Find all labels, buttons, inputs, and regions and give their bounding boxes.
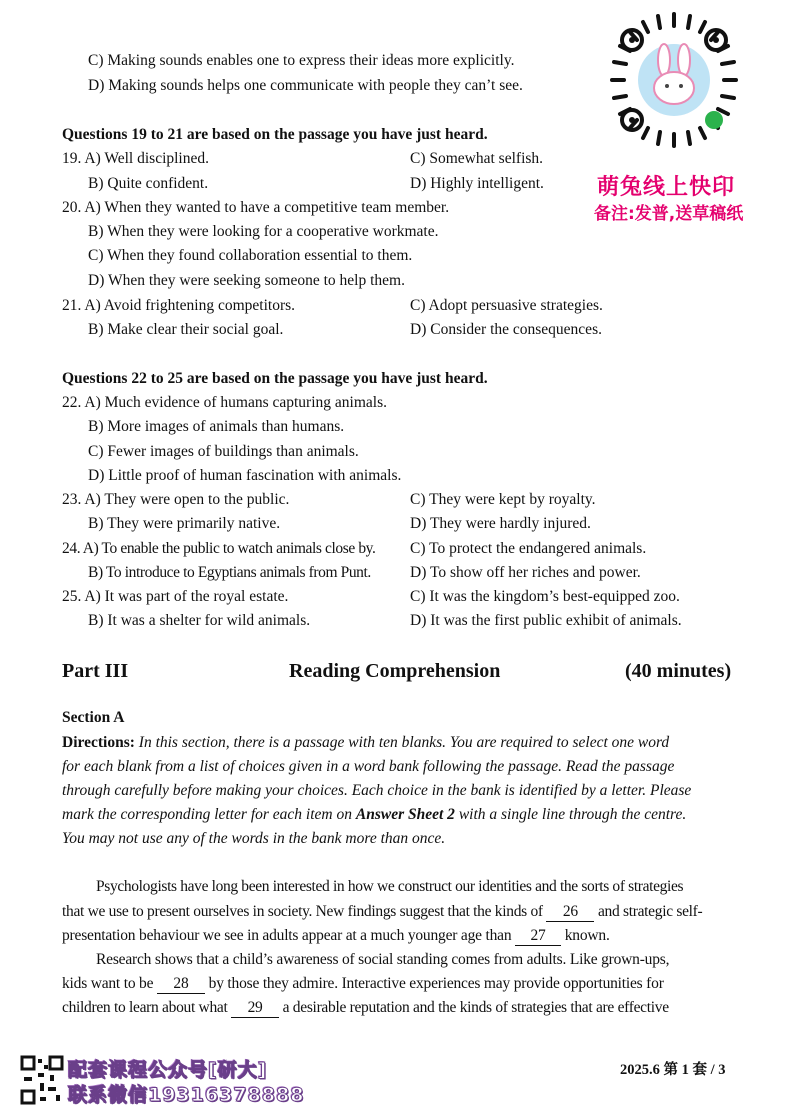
passage-line-4: Research shows that a child’s awareness of social standing comes from adults. Like grown-ups, [96,951,670,968]
q20-option-b: B) When they were looking for a cooperative workmate. [88,223,439,240]
footer-qr-code [20,1055,64,1105]
q21-option-d: D) Consider the consequences. [410,321,602,338]
q24-option-a: 24. A) To enable the public to watch animals close by. [62,540,376,557]
q18-option-c: C) Making sounds enables one to express their ideas more explicitly. [88,52,515,69]
directions-line-3: through carefully before making your choices. Each choice in the bank is identified by a letter. Please [62,782,692,799]
answer-sheet-label: Answer Sheet 2 [355,806,455,823]
passage-text: children to learn about what [62,999,228,1016]
part-title: Reading Comprehension [289,660,501,682]
q25-option-c: C) It was the kingdom’s best-equipped zoo. [410,588,680,605]
q24-option-b: B) To introduce to Egyptians animals from Punt. [88,564,371,581]
q24-option-d: D) To show off her riches and power. [410,564,641,581]
passage-line-1: Psychologists have long been interested in how we construct our identities and the sorts of strategies [96,878,684,895]
q25-option-b: B) It was a shelter for wild animals. [88,612,311,629]
q21-option-a: 21. A) Avoid frightening competitors. [62,297,296,314]
q19-option-d: D) Highly intelligent. [410,175,544,192]
q25-option-a: 25. A) It was part of the royal estate. [62,588,289,605]
blank-27: 27 [515,927,561,946]
passage-text: and strategic self- [597,903,703,920]
passage-line-5 [62,975,664,994]
directions-line-4 [62,806,686,824]
directions-text-4a: mark the corresponding letter for each item on [62,806,356,823]
footer-ad-line-2: 联系微信19316378888 [68,1084,305,1106]
page-footer: 2025.6 第 1 套 / 3 [620,1062,726,1078]
passage-text: known. [564,927,610,944]
passage-text: kids want to be [62,975,154,992]
blank-28: 28 [157,975,205,994]
passage-text: by those they admire. Interactive experiences may provide opportunities for [208,975,664,992]
q21-option-c: C) Adopt persuasive strategies. [410,297,603,314]
q22-option-a: 22. A) Much evidence of humans capturing animals. [62,394,387,411]
passage-line-6 [62,999,669,1018]
part-time: (40 minutes) [625,660,732,682]
directions-label: Directions: [62,734,135,751]
directions-line-5: You may not use any of the words in the bank more than once. [62,830,446,847]
part-label: Part III [62,660,129,682]
q22-option-c: C) Fewer images of buildings than animals. [88,443,359,460]
q22-option-d: D) Little proof of human fascination with animals. [88,467,402,484]
q21-option-b: B) Make clear their social goal. [88,321,284,338]
q20-option-c: C) When they found collaboration essential to them. [88,247,413,264]
q23-option-d: D) They were hardly injured. [410,515,591,532]
directions-line-1 [62,734,669,752]
q22-25-heading: Questions 22 to 25 are based on the passage you have just heard. [62,370,488,387]
q18-option-d: D) Making sounds helps one communicate with people they can’t see. [88,77,523,94]
q23-option-b: B) They were primarily native. [88,515,281,532]
brand-note: 备注:发普,送草稿纸 [594,204,744,224]
q20-option-a: 20. A) When they wanted to have a competitive team member. [62,199,450,216]
q25-option-d: D) It was the first public exhibit of animals. [410,612,682,629]
q24-option-c: C) To protect the endangered animals. [410,540,647,557]
qr-code-watermark [600,8,748,168]
q19-option-b: B) Quite confident. [88,175,209,192]
q20-option-d: D) When they were seeking someone to help them. [88,272,405,289]
directions-text-1: In this section, there is a passage with ten blanks. You are required to select one word [134,734,670,751]
q19-option-a: 19. A) Well disciplined. [62,150,209,167]
brand-name: 萌兔线上快印 [597,175,736,200]
passage-text: a desirable reputation and the kinds of strategies that are effective [282,999,669,1016]
q22-option-b: B) More images of animals than humans. [88,418,345,435]
q19-option-c: C) Somewhat selfish. [410,150,544,167]
blank-26: 26 [546,903,594,922]
q23-option-a: 23. A) They were open to the public. [62,491,290,508]
q19-21-heading: Questions 19 to 21 are based on the passage you have just heard. [62,126,488,143]
passage-text: presentation behaviour we see in adults appear at a much younger age than [62,927,512,944]
footer-ad-line-1: 配套课程公众号[研大] [68,1059,268,1081]
passage-line-2 [62,903,702,922]
directions-text-4c: with a single line through the centre. [454,806,687,823]
q23-option-c: C) They were kept by royalty. [410,491,596,508]
passage-line-3 [62,927,610,946]
directions-line-2: for each blank from a list of choices given in a word bank following the passage. Read the passage [62,758,675,775]
blank-29: 29 [231,999,279,1018]
passage-text: that we use to present ourselves in society. New findings suggest that the kinds of [62,903,543,920]
section-heading: Section A [62,709,125,726]
